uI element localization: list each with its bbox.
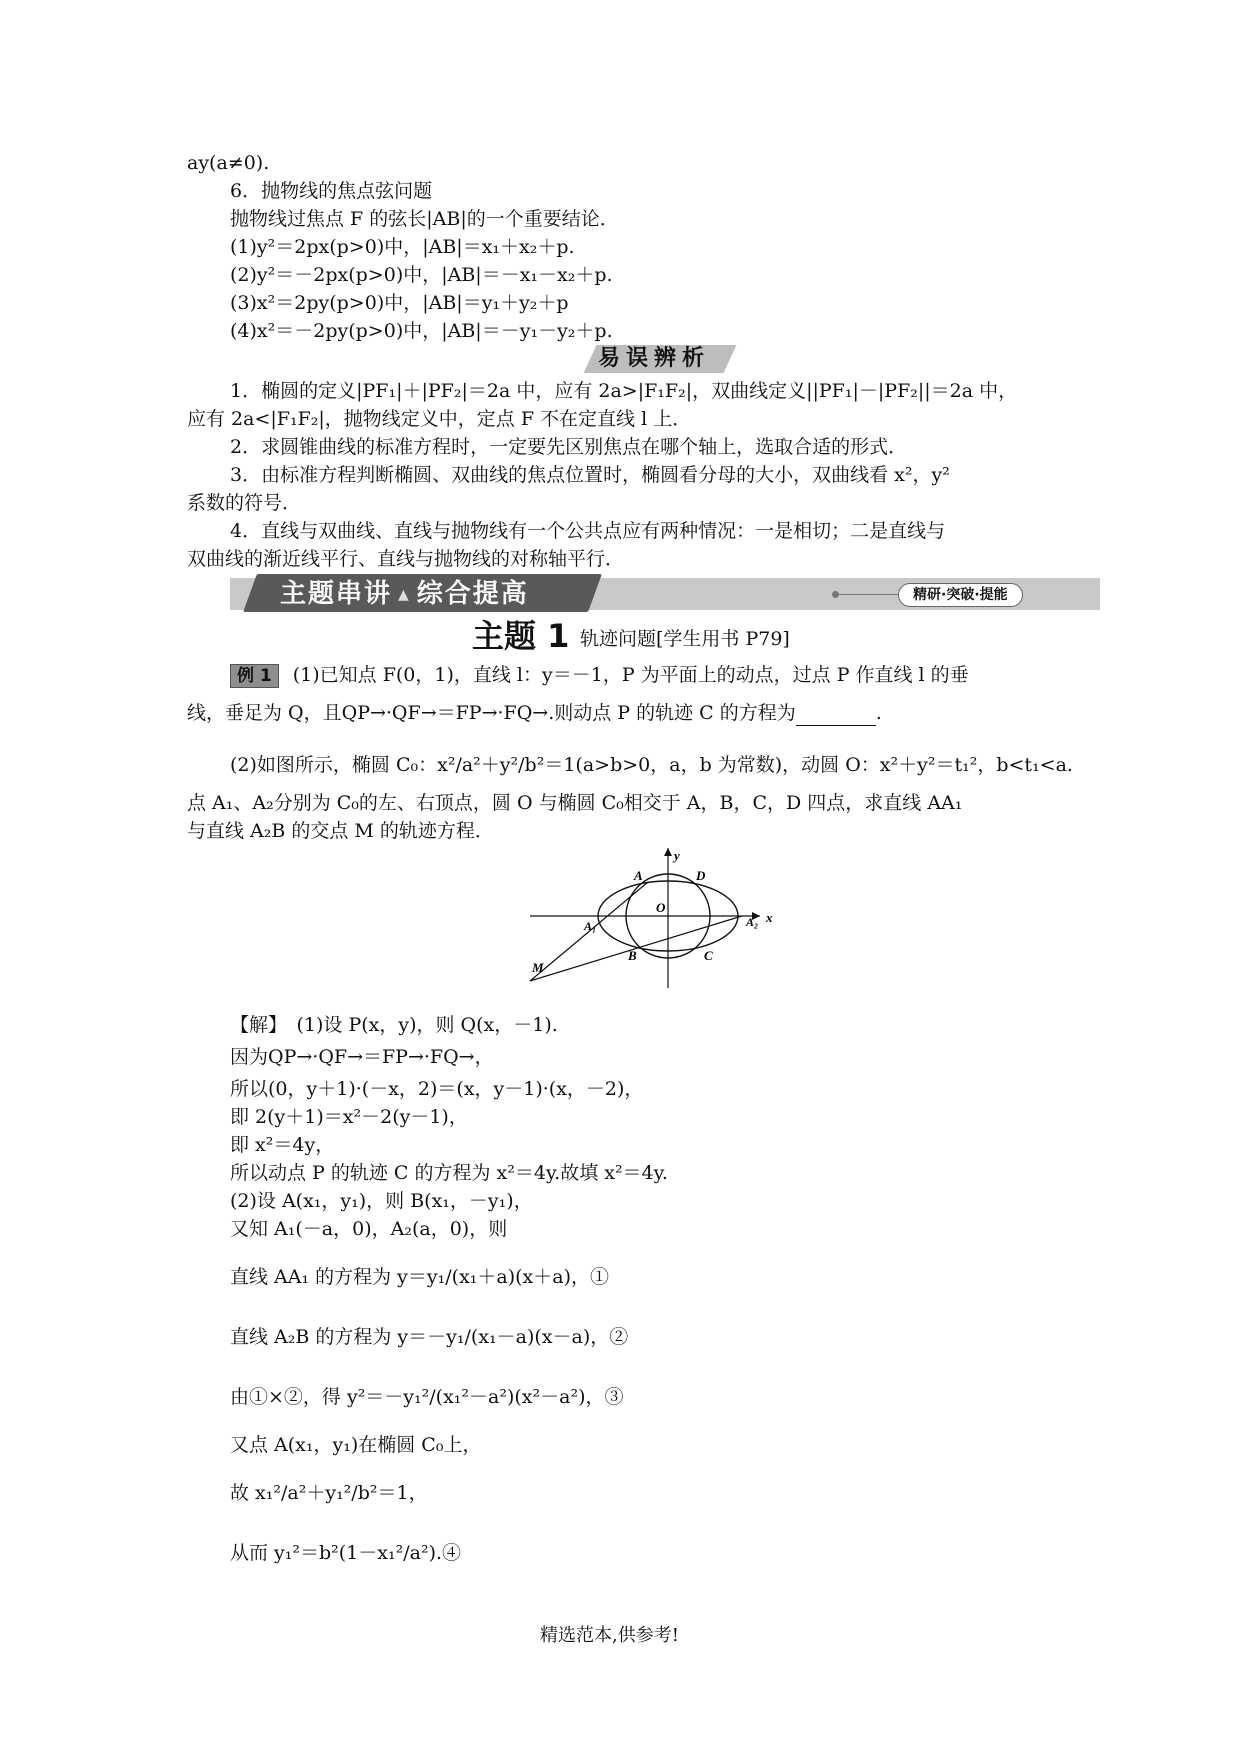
error-item: 1．椭圆的定义|PF₁|＋|PF₂|＝2a 中，应有 2a>|F₁F₂|，双曲线定义||PF₁|－|PF₂||＝2a 中， (230, 380, 1018, 402)
formula-line: (4)x²＝－2py(p>0)中，|AB|＝－y₁－y₂＋p. (230, 320, 613, 342)
text-line: 抛物线过焦点 F 的弦长|AB|的一个重要结论． (230, 208, 619, 230)
solution-line: 所以(0，y＋1)·(－x，2)＝(x，y－1)·(x，－2)， (230, 1078, 644, 1100)
formula-line: (1)y²＝2px(p>0)中，|AB|＝x₁＋x₂＋p. (230, 236, 575, 258)
solution-line: 因为QP→·QF→＝FP→·FQ→， (230, 1046, 494, 1068)
text-line: ay(a≠0). (187, 152, 270, 174)
section-banner-title (280, 578, 529, 611)
label-a1: A₁ (584, 919, 597, 933)
solution-line: 从而 y₁²＝b²(1－x₁²/a²).④ (230, 1542, 462, 1564)
error-item: 3．由标准方程判断椭圆、双曲线的焦点位置时，椭圆看分母的大小，双曲线看 x²，y² (230, 464, 950, 486)
example-text: . (875, 702, 882, 724)
solution-line: 直线 AA₁ 的方程为 y＝y₁/(x₁＋a)(x＋a)，① (230, 1266, 610, 1288)
example-text: (1)已知点 F(0，1)，直线 l：y＝－1，P 为平面上的动点，过点 P 作直线 l 的垂 (292, 664, 969, 686)
error-item: 应有 2a<|F₁F₂|，抛物线定义中，定点 F 不在定直线 l 上． (187, 408, 692, 430)
solution-line: 所以动点 P 的轨迹 C 的方程为 x²＝4y.故填 x²＝4y. (230, 1162, 668, 1184)
example-text: 线，垂足为 Q，且QP→·QF→＝FP→·FQ→.则动点 P 的轨迹 C 的方程为 (187, 702, 796, 724)
banner-right: 综合提高 (416, 579, 529, 609)
solution-line: 【解】 (1)设 P(x，y)，则 Q(x，－1). (230, 1014, 558, 1036)
page-footer: 精选范本,供参考! (540, 1625, 679, 1646)
formula-line: (2)y²＝－2px(p>0)中，|AB|＝－x₁－x₂＋p. (230, 264, 613, 286)
label-y: y (674, 848, 680, 863)
error-heading: 易误辨析 (598, 346, 711, 371)
section-heading: 6．抛物线的焦点弦问题 (230, 180, 433, 202)
triangle-icon: ▲ (398, 586, 411, 603)
banner-left: 主题串讲 (280, 579, 393, 609)
label-a: A (634, 868, 643, 883)
formula-line: (3)x²＝2py(p>0)中，|AB|＝y₁＋y₂＋p (230, 292, 569, 314)
example-part1 (230, 662, 969, 688)
example-part2-cont: 与直线 A₂B 的交点 M 的轨迹方程． (187, 820, 494, 842)
solution-line: 即 x²＝4y， (230, 1134, 335, 1156)
solution-line: 由①×②，得 y²＝－y₁²/(x₁²－a²)(x²－a²)，③ (230, 1386, 624, 1408)
error-item: 系数的符号． (187, 492, 302, 514)
divider (838, 594, 898, 595)
solution-line: 故 x₁²/a²＋y₁²/b²＝1， (230, 1482, 428, 1504)
solution-line: (2)设 A(x₁，y₁)，则 B(x₁，－y₁)， (230, 1190, 533, 1212)
example-label: 例 1 (230, 664, 279, 688)
label-d: D (696, 868, 706, 883)
solution-line: 又知 A₁(－a，0)，A₂(a，0)，则 (230, 1218, 508, 1240)
solution-line: 又点 A(x₁，y₁)在椭圆 C₀上， (230, 1434, 482, 1456)
ellipse-figure (520, 838, 780, 998)
topic-title: 主题 1 (472, 617, 570, 655)
banner-badge: 精研·突破·提能 (898, 583, 1023, 607)
label-b: B (628, 948, 637, 963)
label-x: x (766, 910, 773, 925)
error-item: 2．求圆锥曲线的标准方程时，一定要先区别焦点在哪个轴上，选取合适的形式． (230, 436, 908, 458)
example-part1-cont (187, 700, 882, 726)
answer-blank (796, 707, 876, 726)
label-c: C (704, 948, 713, 963)
solution-line: 即 2(y＋1)＝x²－2(y－1)， (230, 1106, 468, 1128)
error-item: 双曲线的渐近线平行、直线与抛物线的对称轴平行． (187, 548, 625, 570)
topic-subtitle: 轨迹问题[学生用书 P79] (580, 628, 790, 650)
example-part2: (2)如图所示，椭圆 C₀：x²/a²＋y²/b²＝1(a>b>0，a，b 为常数)，动圆 O：x²＋y²＝t₁²，b<t₁<a. (230, 754, 1073, 776)
example-part2-cont: 点 A₁、A₂分别为 C₀的左、右顶点，圆 O 与椭圆 C₀相交于 A，B，C，D 四点，求直线 AA₁ (187, 792, 963, 814)
label-o: O (656, 900, 666, 915)
error-item: 4．直线与双曲线、直线与抛物线有一个公共点应有两种情况：一是相切；二是直线与 (230, 520, 946, 542)
label-a2: A₂ (746, 915, 759, 929)
solution-line: 直线 A₂B 的方程为 y＝－y₁/(x₁－a)(x－a)，② (230, 1326, 629, 1348)
y-axis-arrow (664, 848, 672, 856)
label-m: M (532, 960, 544, 975)
